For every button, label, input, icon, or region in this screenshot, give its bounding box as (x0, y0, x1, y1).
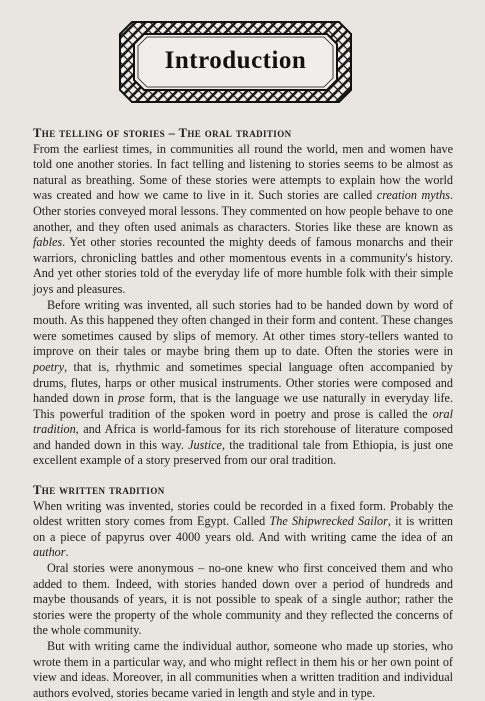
main-text (33, 126, 453, 701)
title-banner (118, 20, 353, 104)
italic-term: fables (33, 235, 63, 250)
paragraph: Before writing was invented, all such stories had to be handed down by word of mouth. As this happened they often changed in their form and content. These changes were sometimes caused by slips of memory. At other times story-tellers wanted to improve on their tales or maybe bring them up to date. Often the stories were in poetry, that is, rhythmic and sometimes special language often accompanied by drums, flutes, harps or other musical instruments. Other stories were composed and handed down in prose form, that is the language we use naturally in everyday life. This powerful tradition of the spoken word in poetry and prose is called the oral tradition, and Africa is world-famous for its rich storehouse of literature composed and handed down in this way. Justice, the traditional tale from Ethiopia, is just one excellent example of a story preserved from our oral tradition. (33, 297, 453, 468)
italic-term: oral tradition (33, 406, 453, 437)
italic-term: prose (118, 391, 145, 406)
italic-term: creation myths (376, 188, 450, 203)
paragraph: From the earliest times, in communities all round the world, men and women have told one another stories. In fact telling and listening to stories seems to be almost as natural as breathing. Some of these stories were attempts to explain how the world was created and how we came to live in it. Such stories are called creation myths. Other stories conveyed moral lessons. They commented on how people behave to one another, and they often used animals as characters. Stories like these are known as fables. Yet other stories recounted the mighty deeds of famous monarchs and their warriors, chronicling battles and other momentous events in a community's history. And yet other stories told of the everyday life of more humble folk with their simple joys and pleasures. (33, 141, 453, 296)
page-title: Introduction (164, 47, 307, 74)
section-heading-written-tradition: The written tradition (33, 483, 165, 498)
italic-term: Justice (188, 437, 222, 452)
italic-term: author (33, 545, 66, 560)
italic-term: The Shipwrecked Sailor (269, 514, 388, 529)
paragraph: Oral stories were anonymous – no-one knew who first conceived them and who added to them. Indeed, with stories handed down over a period of hundreds and maybe thousands of years, it is not possible to speak of a single author; rather the stories were the property of the whole community and they reflected the concerns of the whole community. (33, 561, 453, 638)
paragraph: But with writing came the individual author, someone who made up stories, who wrote them in a particular way, and who might reflect in them his or her own point of view and ideas. Moreover, in all communities when a written tradition and individual authors evolved, stories became varied in length and style and in type. (33, 639, 453, 700)
paragraph: When writing was invented, stories could be recorded in a fixed form. Probably the oldest written story comes from Egypt. Called The Shipwrecked Sailor, it is written on a piece of papyrus over 4000 years old. And with writing came the idea of an author. (33, 498, 453, 560)
section-heading-oral-tradition: The telling of stories – The oral tradition (33, 126, 292, 140)
italic-term: poetry (33, 359, 65, 374)
